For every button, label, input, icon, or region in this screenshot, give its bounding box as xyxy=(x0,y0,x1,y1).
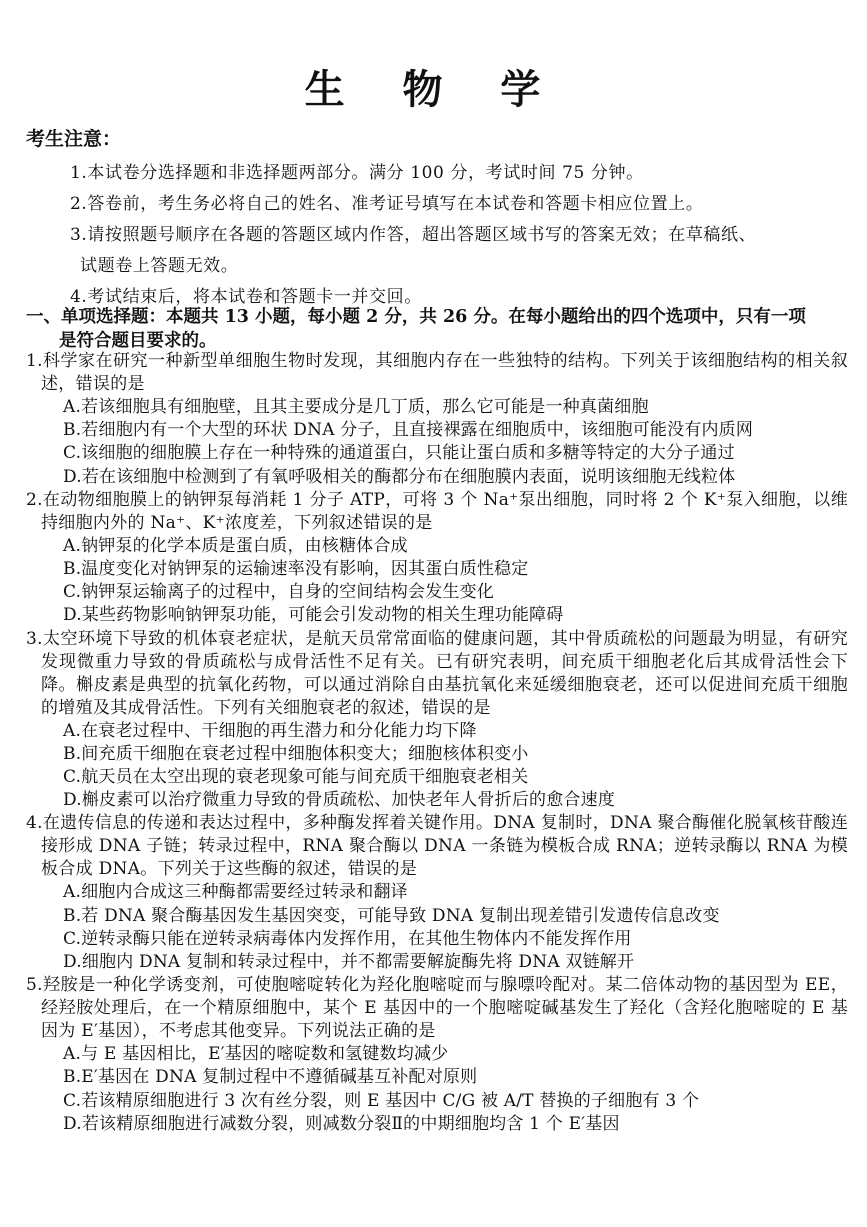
section-heading xyxy=(26,305,846,353)
option-a: A.钠钾泵的化学本质是蛋白质，由核糖体合成 xyxy=(63,535,408,556)
notice-item: 4.考试结束后，将本试卷和答题卡一并交回。 xyxy=(70,287,422,307)
notice-heading: 考生注意： xyxy=(26,128,122,150)
option-c: C.航天员在太空出现的衰老现象可能与间充质干细胞衰老相关 xyxy=(63,767,529,788)
page-title: 生 物 学 xyxy=(304,66,563,113)
option-b: B.若 DNA 聚合酶基因发生基因突变，可能导致 DNA 复制出现差错引发遗传信息改变 xyxy=(63,905,720,926)
option-d: D.若该精原细胞进行减数分裂，则减数分裂Ⅱ的中期细胞均含 1 个 E′基因 xyxy=(63,1113,620,1134)
option-b: B.E′基因在 DNA 复制过程中不遵循碱基互补配对原则 xyxy=(63,1067,478,1088)
option-b: B.温度变化对钠钾泵的运输速率没有影响，因其蛋白质性稳定 xyxy=(63,559,529,580)
section-heading-line1: 一、单项选择题：本题共 13 小题，每小题 2 分，共 26 分。在每小题给出的四个选项中，只有一项 xyxy=(26,307,806,327)
notice-item: 3.请按照题号顺序在各题的答题区域内作答，超出答题区域书写的答案无效；在草稿纸、 xyxy=(70,225,757,245)
question-list xyxy=(26,350,848,1136)
notice-item: 2.答卷前，考生务必将自己的姓名、准考证号填写在本试卷和答题卡相应位置上。 xyxy=(70,194,704,214)
option-b: B.若细胞内有一个大型的环状 DNA 分子，且直接裸露在细胞质中，该细胞可能没有内质网 xyxy=(63,420,754,441)
question-4 xyxy=(26,812,848,974)
option-c: C.若该精原细胞进行 3 次有丝分裂，则 E 基因中 C/G 被 A/T 替换的子细胞有 3 个 xyxy=(63,1090,700,1111)
notice-item: 1.本试卷分选择题和非选择题两部分。满分 100 分，考试时间 75 分钟。 xyxy=(70,163,644,183)
question-stem: 2.在动物细胞膜上的钠钾泵每消耗 1 分子 ATP，可将 3 个 Na⁺泵出细胞，同时将 2 个 K⁺泵入细胞，以维持细胞内外的 Na⁺、K⁺浓度差，下列叙述错误的是 xyxy=(26,489,848,533)
option-c: C.钠钾泵运输离子的过程中，自身的空间结构会发生变化 xyxy=(63,582,495,603)
question-stem: 3.太空环境下导致的机体衰老症状，是航天员常常面临的健康问题，其中骨质疏松的问题最为明显，有研究发现微重力导致的骨质疏松与成骨活性不足有关。已有研究表明，间充质干细胞老化后其成骨活性会下降。槲皮素是典型的抗氧化药物，可以通过消除自由基抗氧化来延缓细胞衰老，还可以促进间充质干细胞的增殖及其成骨活性。下列有关细胞衰老的叙述，错误的是 xyxy=(26,628,848,718)
option-list xyxy=(26,396,848,489)
question-stem: 4.在遗传信息的传递和表达过程中，多种酶发挥着关键作用。DNA 复制时，DNA 聚合酶催化脱氧核苷酸连接形成 DNA 子链；转录过程中，RNA 聚合酶以 DNA 一条链为模板合成 RNA；逆转录酶以 RNA 为模板合成 DNA。下列关于这些酶的叙述，错误的是 xyxy=(26,813,848,880)
question-1 xyxy=(26,350,848,489)
option-a: A.与 E 基因相比，E′基因的嘧啶数和氢键数均减少 xyxy=(63,1044,449,1065)
question-stem: 5.羟胺是一种化学诱变剂，可使胞嘧啶转化为羟化胞嘧啶而与腺嘌呤配对。某二倍体动物的基因型为 EE，经羟胺处理后，在一个精原细胞中，某个 E 基因中的一个胞嘧啶碱基发生了羟化（含羟化胞嘧啶的 E 基因为 E′基因），不考虑其他变异。下列说法正确的是 xyxy=(26,975,848,1042)
option-d: D.若在该细胞中检测到了有氧呼吸相关的酶都分布在细胞膜内表面，说明该细胞无线粒体 xyxy=(63,466,736,487)
notice-item-continuation: 试题卷上答题无效。 xyxy=(80,256,239,276)
option-list xyxy=(26,881,848,974)
question-5 xyxy=(26,974,848,1136)
option-b: B.间充质干细胞在衰老过程中细胞体积变大；细胞核体积变小 xyxy=(63,743,529,764)
notice-list xyxy=(70,158,850,313)
option-a: A.在衰老过程中、干细胞的再生潜力和分化能力均下降 xyxy=(63,720,477,741)
option-d: D.某些药物影响钠钾泵功能，可能会引发动物的相关生理功能障碍 xyxy=(63,605,564,626)
option-d: D.槲皮素可以治疗微重力导致的骨质疏松、加快老年人骨折后的愈合速度 xyxy=(63,790,616,811)
option-a: A.若该细胞具有细胞壁，且其主要成分是几丁质，那么它可能是一种真菌细胞 xyxy=(63,397,649,417)
section-heading-line2: 是符合题目要求的。 xyxy=(59,331,217,351)
option-list xyxy=(26,535,848,628)
question-3 xyxy=(26,628,848,813)
option-c: C.逆转录酶只能在逆转录病毒体内发挥作用，在其他生物体内不能发挥作用 xyxy=(63,928,632,949)
option-d: D.细胞内 DNA 复制和转录过程中，并不都需要解旋酶先将 DNA 双链解开 xyxy=(63,952,635,973)
option-list xyxy=(26,720,848,813)
option-list xyxy=(26,1043,848,1136)
question-2 xyxy=(26,489,848,628)
question-stem: 1.科学家在研究一种新型单细胞生物时发现，其细胞内存在一些独特的结构。下列关于该细胞结构的相关叙述，错误的是 xyxy=(26,351,848,394)
option-a: A.细胞内合成这三种酶都需要经过转录和翻译 xyxy=(63,882,408,903)
option-c: C.该细胞的细胞膜上存在一种特殊的通道蛋白，只能让蛋白质和多糖等特定的大分子通过 xyxy=(63,443,735,464)
